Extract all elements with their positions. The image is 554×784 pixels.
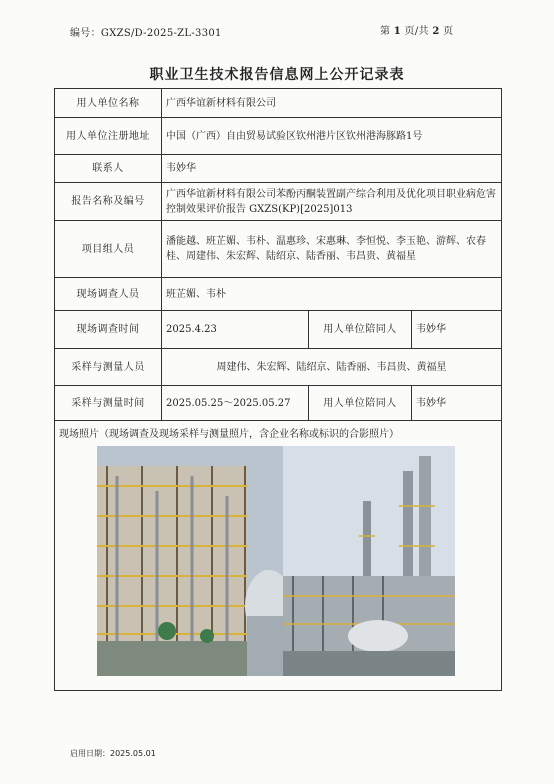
photo-strip bbox=[55, 446, 501, 679]
project-members-value: 潘能越、班芷媚、韦朴、温惠珍、宋惠琳、李恒悦、李玉艳、游辉、农春桂、周建伟、朱宏辉、陆绍京、陆香丽、韦昌贵、黄福星 bbox=[162, 221, 502, 278]
record-table bbox=[54, 88, 502, 691]
contact-label: 联系人 bbox=[55, 155, 162, 183]
employer-name-label: 用人单位名称 bbox=[55, 89, 162, 118]
sampling-companion-value: 韦妙华 bbox=[412, 386, 502, 421]
page-total: 2 bbox=[432, 26, 440, 37]
row-site-survey-time bbox=[55, 311, 502, 349]
row-site-photos bbox=[55, 421, 502, 691]
sampling-time-value: 2025.05.25～2025.05.27 bbox=[162, 386, 309, 421]
employer-name-value: 广西华谊新材料有限公司 bbox=[162, 89, 502, 118]
site-photos-caption: 现场照片（现场调查及现场采样与测量照片，含企业名称或标识的合影照片） bbox=[59, 429, 399, 440]
page-indicator bbox=[380, 22, 453, 37]
registered-address-value: 中国（广西）自由贸易试验区钦州港片区钦州港海豚路1号 bbox=[162, 118, 502, 155]
row-report-name bbox=[55, 183, 502, 221]
page-current: 1 bbox=[393, 26, 402, 37]
page-mid: 页/共 bbox=[404, 26, 429, 37]
site-investigators-label: 现场调查人员 bbox=[55, 278, 162, 311]
row-site-investigators bbox=[55, 278, 502, 311]
sampling-time-label: 采样与测量时间 bbox=[55, 386, 162, 421]
page-prefix: 第 bbox=[380, 26, 391, 37]
report-name-value: 广西华谊新材料有限公司苯酚丙酮装置副产综合利用及优化项目职业病危害控制效果评价报告 GXZS(KP)[2025]013 bbox=[162, 183, 502, 221]
contact-value: 韦妙华 bbox=[162, 155, 502, 183]
document-number: 编号：GXZS/D-2025-ZL-3301 bbox=[70, 28, 222, 39]
row-sampling-time bbox=[55, 386, 502, 421]
sampling-companion-label: 用人单位陪同人 bbox=[309, 386, 412, 421]
row-contact bbox=[55, 155, 502, 183]
page-title: 职业卫生技术报告信息网上公开记录表 bbox=[149, 67, 405, 83]
site-survey-companion-label: 用人单位陪同人 bbox=[309, 311, 412, 349]
site-survey-time-value: 2025.4.23 bbox=[162, 311, 309, 349]
site-survey-companion-value: 韦妙华 bbox=[412, 311, 502, 349]
sampling-staff-value: 周建伟、朱宏辉、陆绍京、陆香丽、韦昌贵、黄福星 bbox=[162, 349, 502, 386]
site-photo-plant-structure bbox=[97, 446, 283, 676]
project-members-label: 项目组人员 bbox=[55, 221, 162, 278]
sampling-staff-label: 采样与测量人员 bbox=[55, 349, 162, 386]
site-survey-time-label: 现场调查时间 bbox=[55, 311, 162, 349]
report-name-label: 报告名称及编号 bbox=[55, 183, 162, 221]
row-project-members bbox=[55, 221, 502, 278]
row-employer-name bbox=[55, 89, 502, 118]
row-sampling-staff bbox=[55, 349, 502, 386]
page-suffix: 页 bbox=[443, 26, 454, 37]
site-photo-distillation-towers bbox=[283, 446, 455, 676]
site-photos-cell bbox=[55, 421, 502, 691]
effective-date: 启用日期：2025.05.01 bbox=[70, 749, 156, 758]
site-investigators-value: 班芷媚、韦朴 bbox=[162, 278, 502, 311]
registered-address-label: 用人单位注册地址 bbox=[55, 118, 162, 155]
row-registered-address bbox=[55, 118, 502, 155]
